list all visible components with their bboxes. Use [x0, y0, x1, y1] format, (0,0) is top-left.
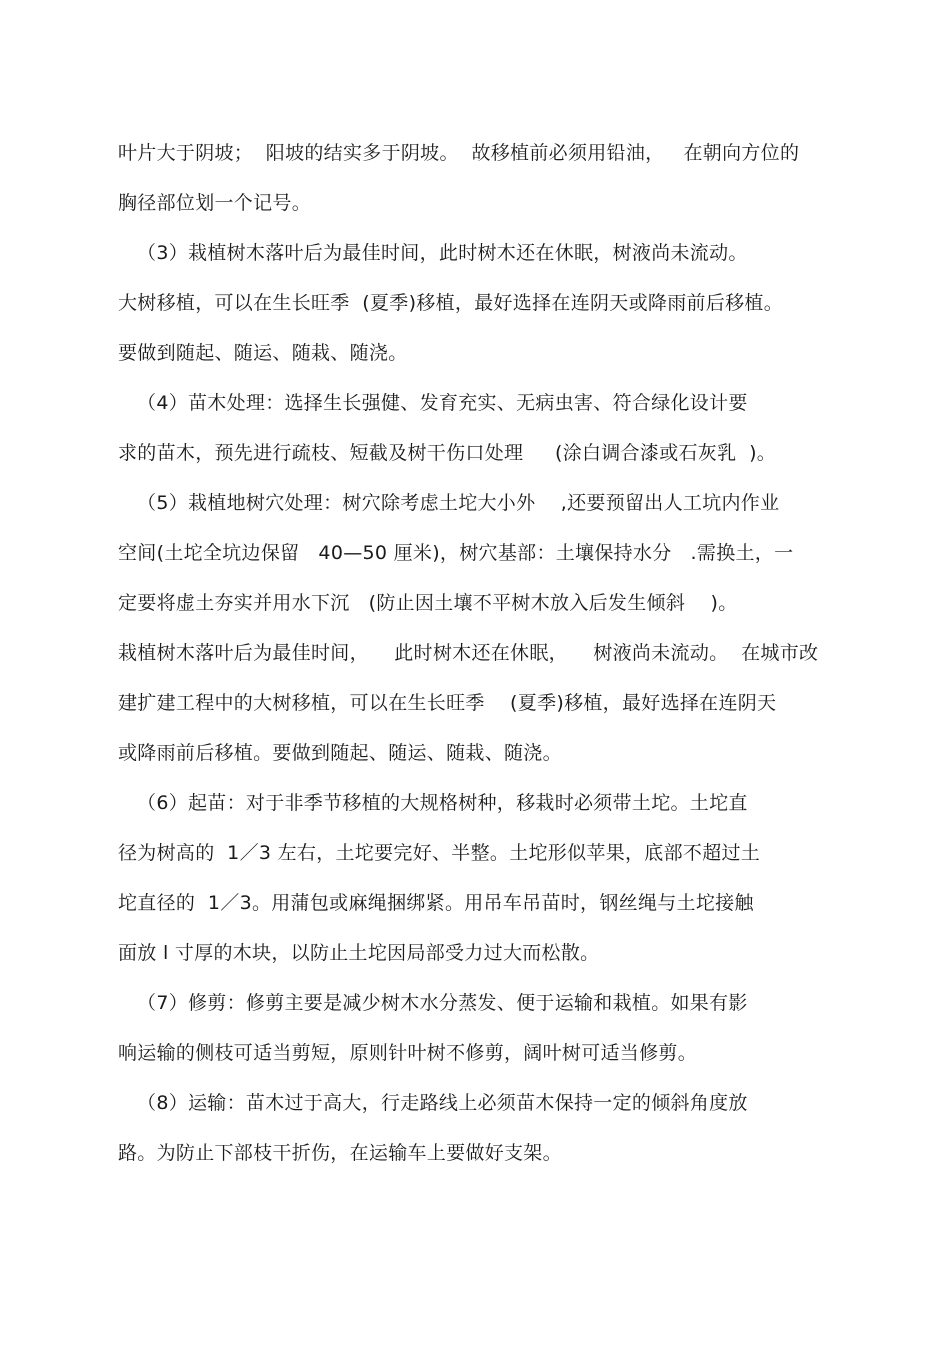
text-line: 路。为防止下部枝干折伤，在运输车上要做好支架。 [118, 1142, 562, 1164]
text-line: 定要将虚土夯实并用水下沉 (防止因土壤不平树木放入后发生倾斜 )。 [118, 592, 738, 614]
text-line: 响运输的侧枝可适当剪短，原则针叶树不修剪，阔叶树可适当修剪。 [118, 1042, 698, 1064]
text-line: 空间(土坨全坑边保留 40—50 厘米)，树穴基部：土壤保持水分 .需换土，一 [118, 542, 794, 564]
text-line: （8）运输：苗木过于高大，行走路线上必须苗木保持一定的倾斜角度放 [118, 1092, 748, 1114]
text-line: 栽植树木落叶后为最佳时间， 此时树木还在休眠， 树液尚未流动。 在城市改 [118, 642, 819, 664]
text-line: （3）栽植树木落叶后为最佳时间，此时树木还在休眠，树液尚未流动。 [118, 242, 748, 264]
text-line: （4）苗木处理：选择生长强健、发育充实、无病虫害、符合绿化设计要 [118, 392, 748, 414]
text-line: （7）修剪：修剪主要是减少树木水分蒸发、便于运输和栽植。如果有影 [118, 992, 748, 1014]
text-line: 求的苗木，预先进行疏枝、短截及树干伤口处理 (涂白调合漆或石灰乳 )。 [118, 442, 777, 464]
text-line: 胸径部位划一个记号。 [118, 192, 312, 214]
text-line: 径为树高的 1／3 左右，土坨要完好、半整。土坨形似苹果，底部不超过土 [118, 842, 761, 864]
text-line: （6）起苗：对于非季节移植的大规格树种，移栽时必须带土坨。土坨直 [118, 792, 748, 814]
text-line: 或降雨前后移植。要做到随起、随运、随栽、随浇。 [118, 742, 562, 764]
text-line: （5）栽植地树穴处理：树穴除考虑土坨大小外 ,还要预留出人工坑内作业 [118, 492, 780, 514]
text-line: 大树移植，可以在生长旺季 (夏季)移植，最好选择在连阴天或降雨前后移植。 [118, 292, 784, 314]
text-line: 叶片大于阴坡； 阳坡的结实多于阴坡。 故移植前必须用铅油， 在朝向方位的 [118, 142, 800, 164]
text-line: 建扩建工程中的大树移植，可以在生长旺季 (夏季)移植，最好选择在连阴天 [118, 692, 777, 714]
text-line: 要做到随起、随运、随栽、随浇。 [118, 342, 408, 364]
text-line: 面放 l 寸厚的木块，以防止土坨因局部受力过大而松散。 [118, 942, 600, 964]
text-line: 坨直径的 1／3。用蒲包或麻绳捆绑紧。用吊车吊苗时，钢丝绳与土坨接触 [118, 892, 754, 914]
